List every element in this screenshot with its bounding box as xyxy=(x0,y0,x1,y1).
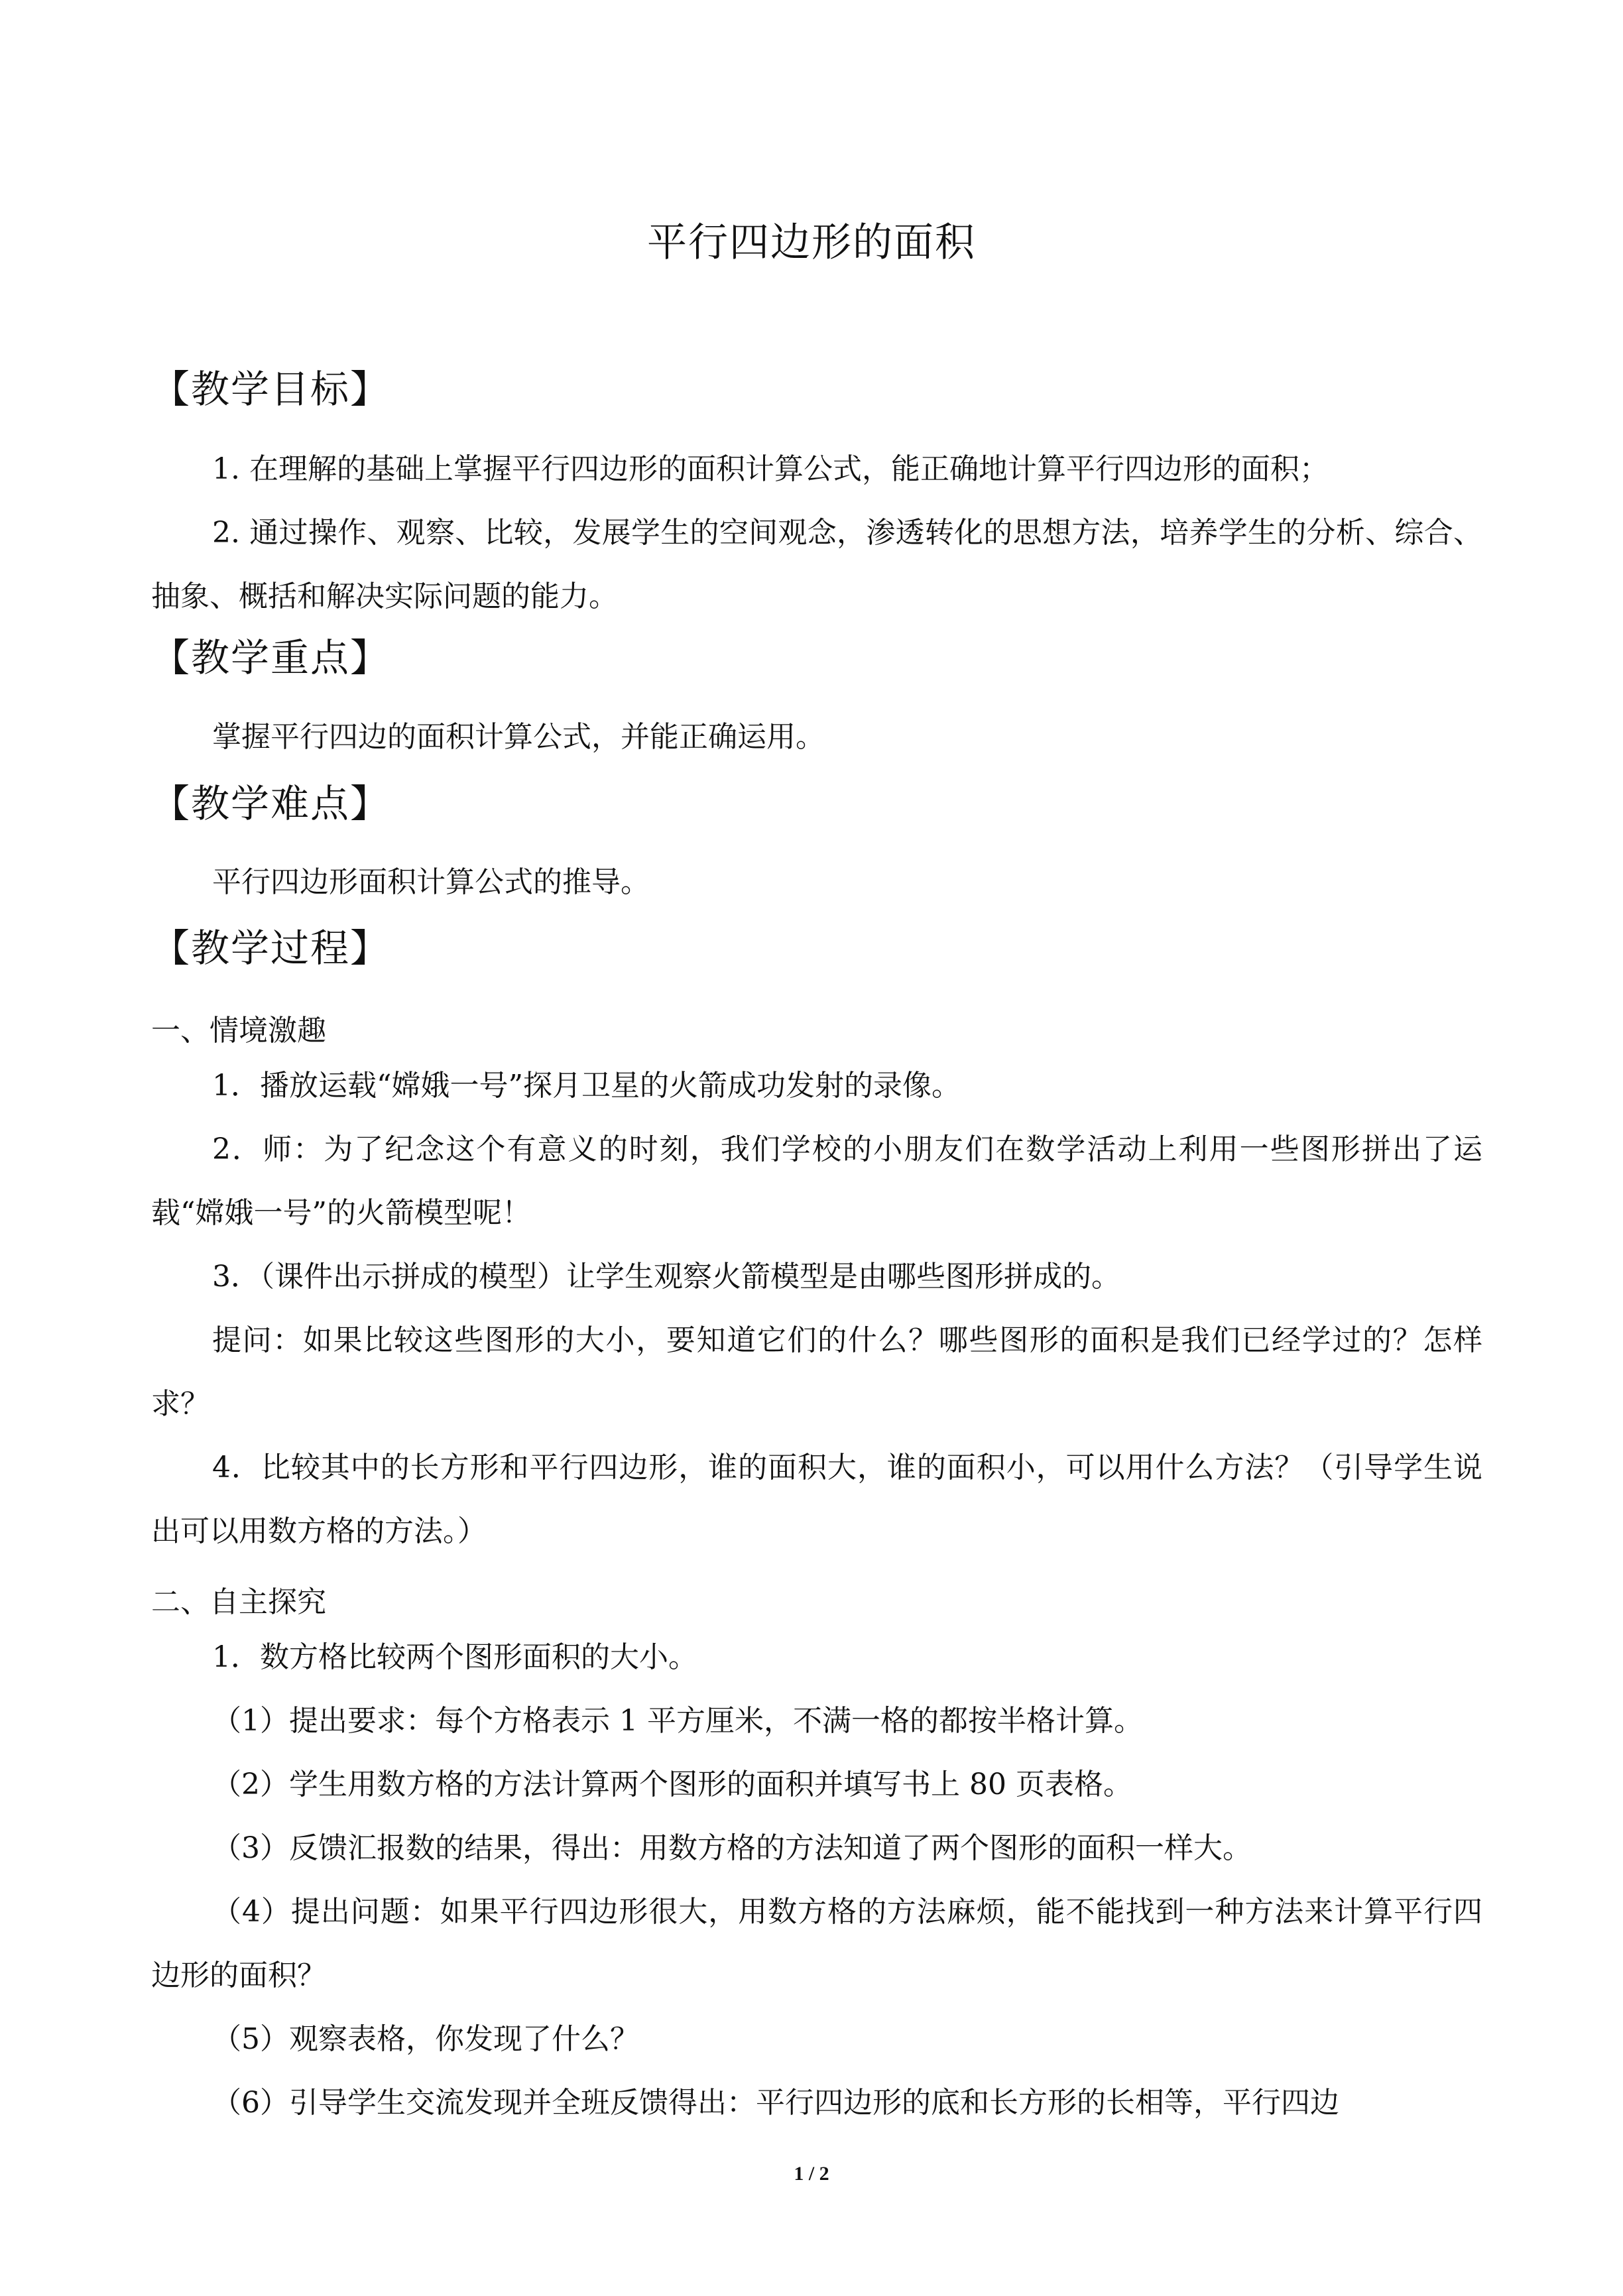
page-title: 平行四边形的面积 xyxy=(647,219,976,266)
part2-item-6: （5）观察表格，你发现了什么？ xyxy=(212,2022,639,2056)
part1-item-1: 1．播放运载“嫦娥一号”探月卫星的火箭成功发射的录像。 xyxy=(212,1069,961,1103)
part2-item-2: （1）提出要求：每个方格表示 1 平方厘米，不满一格的都按半格计算。 xyxy=(212,1704,1143,1738)
part2-item-3: （2）学生用数方格的方法计算两个图形的面积并填写书上 80 页表格。 xyxy=(212,1768,1132,1801)
part2-item-7: （6）引导学生交流发现并全班反馈得出：平行四边形的底和长方形的长相等，平行四边 xyxy=(212,2086,1339,2120)
heading-objectives: 【教学目标】 xyxy=(151,367,391,412)
difficulties-text: 平行四边形面积计算公式的推导。 xyxy=(212,865,650,899)
heading-key-points: 【教学重点】 xyxy=(151,635,391,680)
part1-item-2: 2．师：为了纪念这个有意义的时刻，我们学校的小朋友们在数学活动上利用一些图形拼出了运载“嫦娥一号”的火箭模型呢！ xyxy=(151,1132,1482,1230)
key-points-text: 掌握平行四边的面积计算公式，并能正确运用。 xyxy=(212,720,825,754)
part2-title: 二、自主探究 xyxy=(151,1585,326,1619)
part1-title: 一、情境激趣 xyxy=(151,1014,326,1048)
page-number: 1 / 2 xyxy=(794,2163,829,2185)
heading-difficulties: 【教学难点】 xyxy=(151,781,391,826)
part2-item-4: （3）反馈汇报数的结果，得出：用数方格的方法知道了两个图形的面积一样大。 xyxy=(212,1831,1252,1865)
part2-item-1: 1．数方格比较两个图形面积的大小。 xyxy=(212,1640,697,1674)
part1-item-3: 3．（课件出示拼成的模型）让学生观察火箭模型是由哪些图形拼成的。 xyxy=(212,1260,1120,1294)
objective-item-1: 1. 在理解的基础上掌握平行四边形的面积计算公式，能正确地计算平行四边形的面积； xyxy=(212,452,1329,486)
part1-item-5: 4．比较其中的长方形和平行四边形，谁的面积大，谁的面积小，可以用什么方法？（引导学生说出可以用数方格的方法。） xyxy=(151,1451,1482,1548)
objective-item-2: 2. 通过操作、观察、比较，发展学生的空间观念，渗透转化的思想方法，培养学生的分析、综合、抽象、概括和解决实际问题的能力。 xyxy=(151,516,1482,613)
part1-item-4: 提问：如果比较这些图形的大小，要知道它们的什么？哪些图形的面积是我们已经学过的？怎样求？ xyxy=(151,1323,1482,1421)
part2-item-5: （4）提出问题：如果平行四边形很大，用数方格的方法麻烦，能不能找到一种方法来计算平行四边形的面积？ xyxy=(151,1895,1482,1992)
heading-process: 【教学过程】 xyxy=(151,926,391,971)
